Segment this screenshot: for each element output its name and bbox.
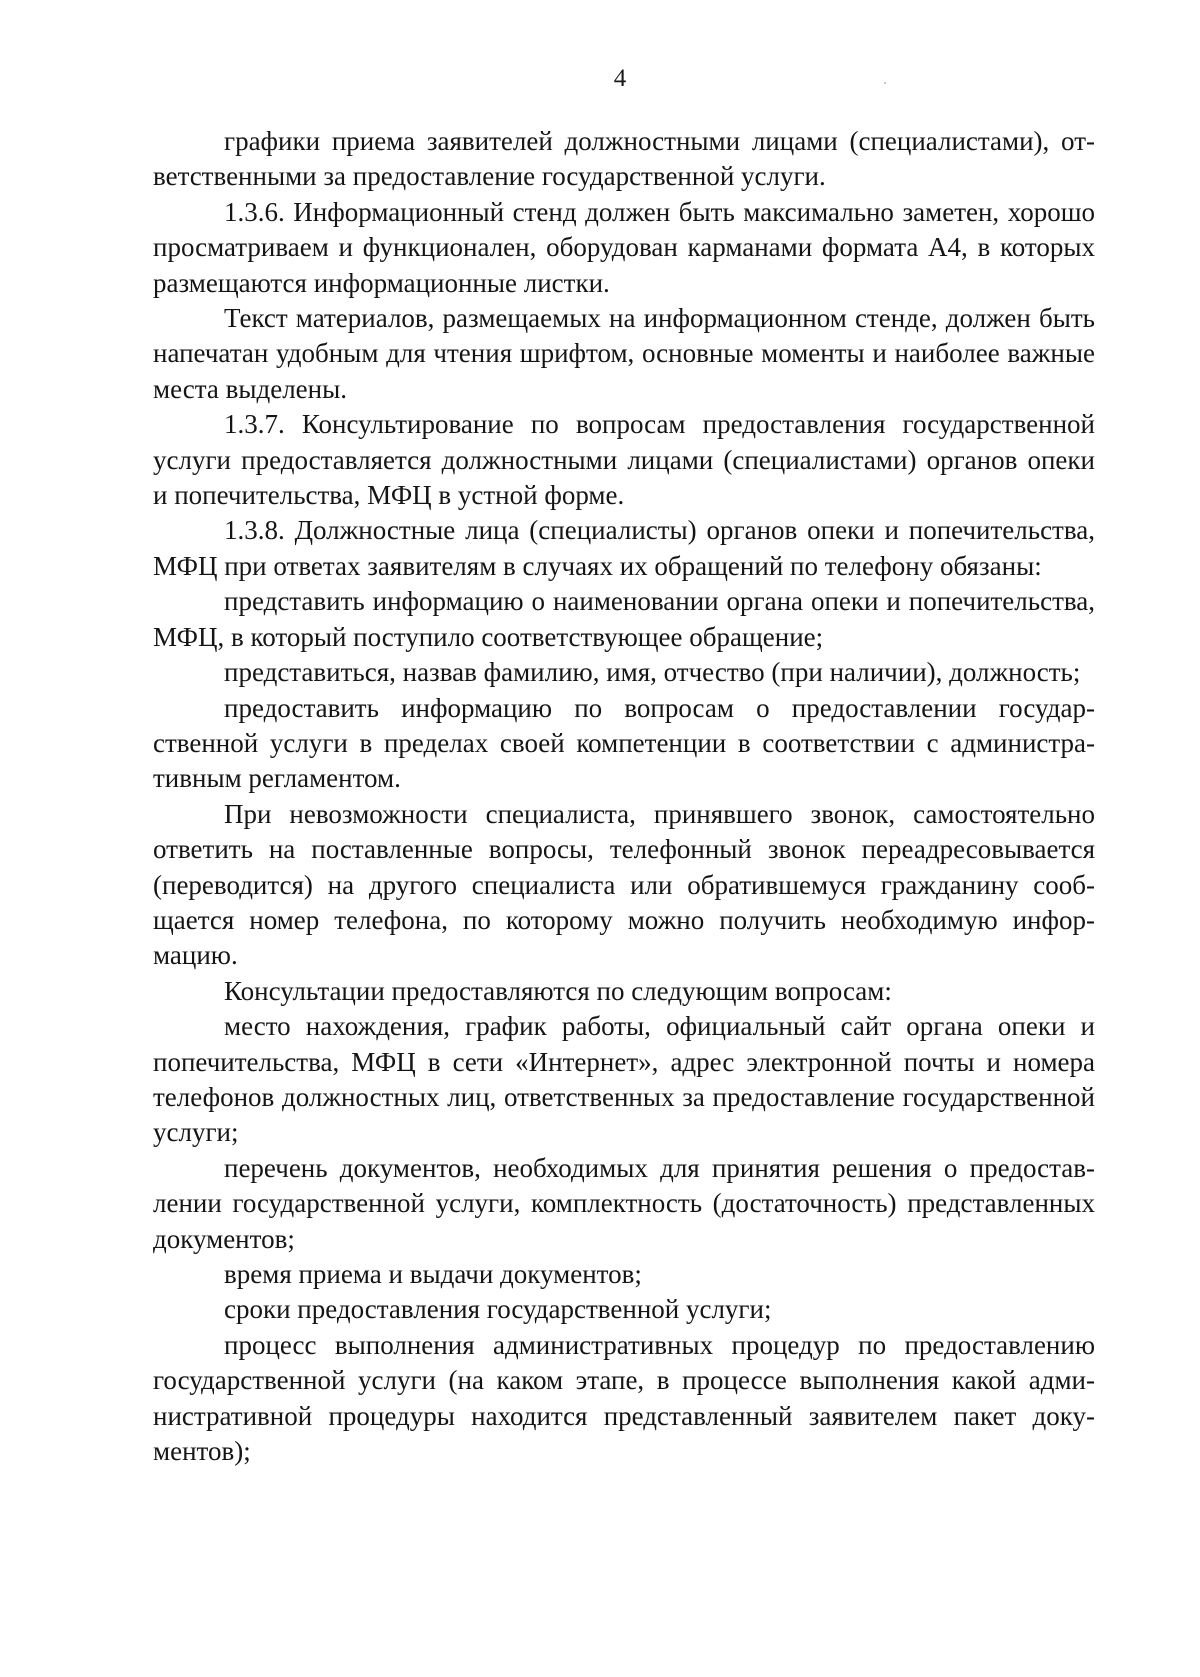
paragraph-2: 1.3.6. Информационный стенд должен быть максимально заметен, хорошо просматриваем и функционален, оборудован карманами формата А4, в которых размещаются информационные листки.	[153, 196, 1095, 298]
paragraph-10: Консультации предоставляются по следующим вопросам:	[224, 975, 892, 1006]
paragraph-7: представиться, назвав фамилию, имя, отчество (при наличии), должность;	[224, 657, 1081, 688]
paragraph-14: сроки предоставления государственной услуги;	[224, 1294, 772, 1325]
paragraph-8: предоставить информацию по вопросам о предоставлении государственной услуги в пределах своей компетенции в соответствии с административным регламентом.	[153, 692, 1095, 794]
paragraph-6: представить информацию о наименовании органа опеки и попечительства, МФЦ, в который поступило соответствующее обращение;	[153, 586, 1095, 652]
document-body	[153, 124, 1095, 1469]
paragraph-15: процесс выполнения административных процедур по предоставлению государственной услуги (на каком этапе, в процессе выполнения какой административной процедуры находится представленный заявителем пакет документов);	[153, 1329, 1095, 1467]
page-number: 4	[613, 65, 627, 92]
paragraph-13: время приема и выдачи документов;	[224, 1259, 642, 1289]
paragraph-12: перечень документов, необходимых для принятия решения о предоставлении государственной услуги, комплектность (достаточность) представленных документов;	[153, 1152, 1095, 1254]
scan-speck	[884, 82, 886, 84]
paragraph-5: 1.3.8. Должностные лица (специалисты) органов опеки и попечительства, МФЦ при ответах заявителям в случаях их обращений по телефону обязаны:	[153, 515, 1095, 581]
paragraph-11: место нахождения, график работы, официальный сайт органа опеки и попечительства, МФЦ в сети «Интернет», адрес электронной почты и номера телефонов должностных лиц, ответственных за предоставление государственной услуги;	[153, 1011, 1095, 1148]
paragraph-4: 1.3.7. Консультирование по вопросам предоставления государственной услуги предоставляется должностными лицами (специалистами) органов опеки и попечительства, МФЦ в устной форме.	[153, 409, 1095, 511]
paragraph-1: графики приема заявителей должностными лицами (специалистами), ответственными за предоставление государственной услуги.	[153, 126, 1095, 192]
paragraph-9: При невозможности специалиста, принявшего звонок, самостоятельно ответить на поставленные вопросы, телефонный звонок переадресовывается (переводится) на другого специалиста или обратившемуся гражданину сообщается номер телефона, по которому можно получить необходимую информацию.	[153, 798, 1095, 971]
paragraph-3: Текст материалов, размещаемых на информационном стенде, должен быть напечатан удобным для чтения шрифтом, основные моменты и наиболее важные места выделены.	[153, 303, 1095, 404]
